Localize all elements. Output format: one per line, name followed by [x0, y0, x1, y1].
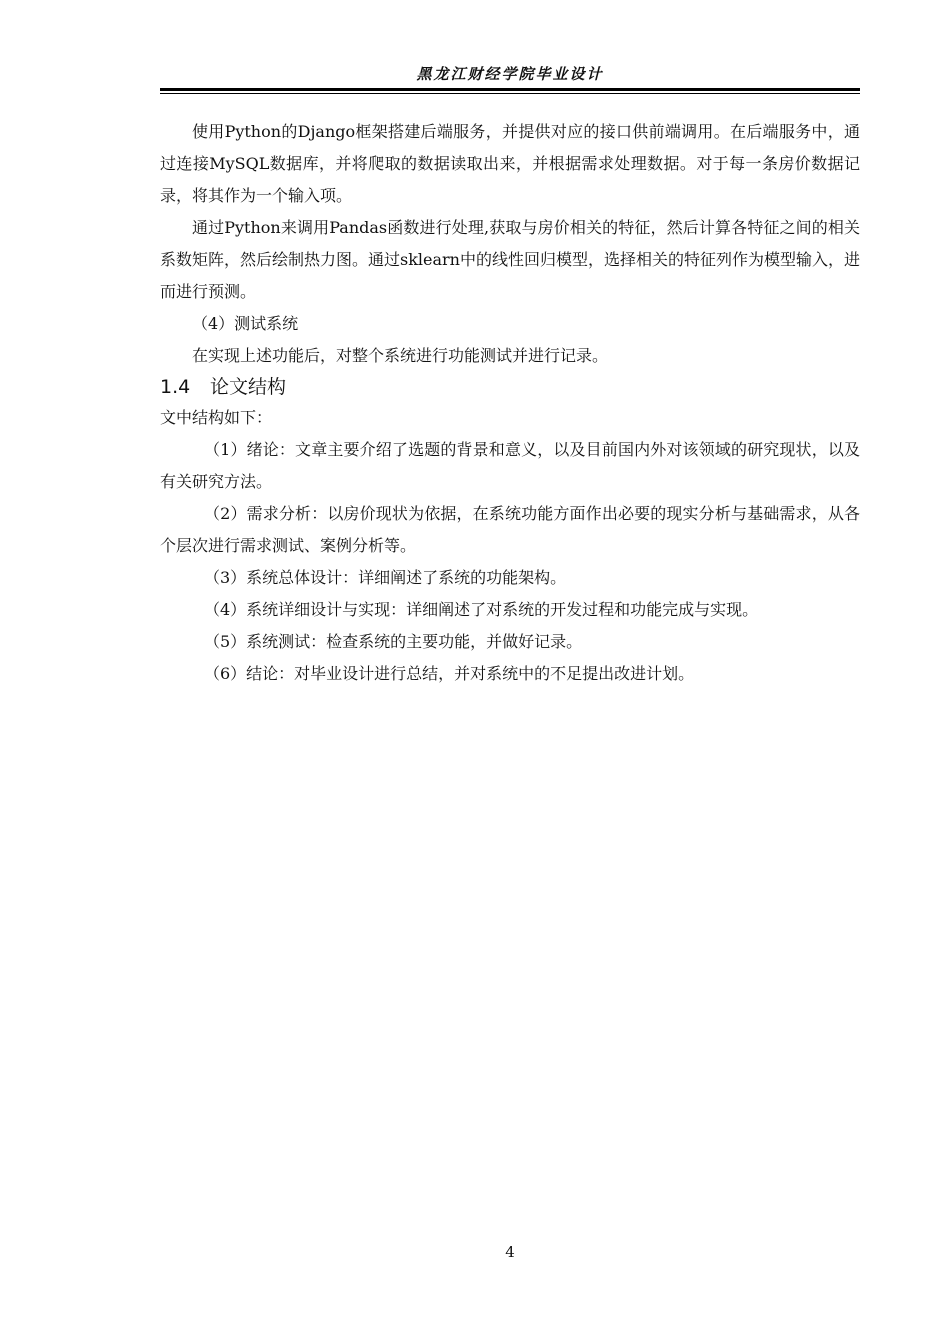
list-item: （1）绪论：文章主要介绍了选题的背景和意义，以及目前国内外对该领域的研究现状，以及有关研究方法。: [160, 440, 860, 491]
section-title: 论文结构: [210, 376, 287, 398]
page-header-title: 黑龙江财经学院毕业设计: [416, 65, 604, 83]
list-item: （2）需求分析：以房价现状为依据，在系统功能方面作出必要的现实分析与基础需求，从各个层次进行需求测试、案例分析等。: [160, 504, 860, 555]
list-item: （5）系统测试：检查系统的主要功能，并做好记录。: [204, 632, 583, 651]
section-number: 1.4: [160, 376, 191, 398]
paragraph-backend-service: 使用Python的Django框架搭建后端服务，并提供对应的接口供前端调用。在后端服务中，通过连接MySQL数据库，并将爬取的数据读取出来，并根据需求处理数据。对于每一条房价数据记录，将其作为一个输入项。: [160, 122, 860, 205]
paragraph-test-description: 在实现上述功能后，对整个系统进行功能测试并进行记录。: [192, 346, 609, 365]
list-item: （4）系统详细设计与实现：详细阐述了对系统的开发过程和功能完成与实现。: [204, 600, 759, 619]
paragraph-pandas-analysis: 通过Python来调用Pandas函数进行处理,获取与房价相关的特征，然后计算各特征之间的相关系数矩阵，然后绘制热力图。通过sklearn中的线性回归模型，选择相关的特征列作为模型输入，进而进行预测。: [160, 218, 860, 301]
paragraph-test-system-label: （4）测试系统: [192, 314, 299, 333]
section-heading: [160, 372, 860, 402]
page-body: [160, 116, 860, 690]
list-item: （6）结论：对毕业设计进行总结，并对系统中的不足提出改进计划。: [204, 664, 695, 683]
section-intro: 文中结构如下：: [160, 408, 273, 427]
header-rule-thin: [160, 93, 860, 94]
header-rule: [160, 88, 860, 91]
list-item: （3）系统总体设计：详细阐述了系统的功能架构。: [204, 568, 567, 587]
page-number: 4: [505, 1243, 515, 1261]
